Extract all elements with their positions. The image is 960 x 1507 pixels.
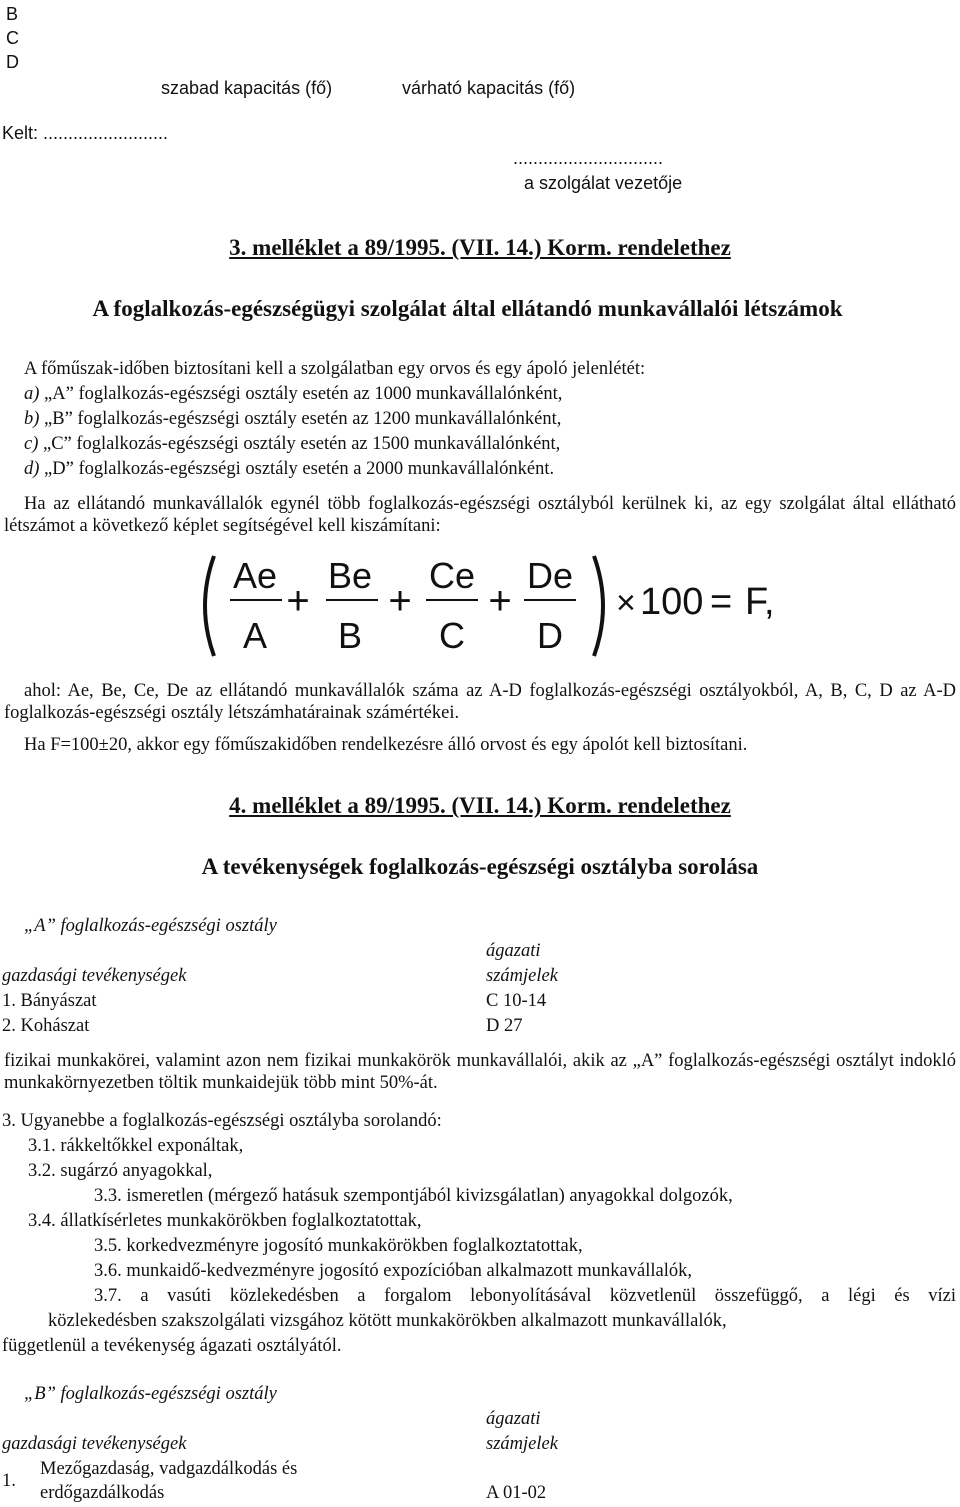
- numerator-be: Be: [327, 555, 373, 596]
- class-a-closing: függetlenül a tevékenység ágazati osztályától.: [2, 1336, 342, 1356]
- class-a-code-header-line2: számjelek: [486, 966, 558, 986]
- annex3-intro: A főműszak-időben biztosítani kell a szolgálatban egy orvos és egy ápoló jelenlétét:: [24, 359, 646, 379]
- class-b-row-activity-line2: erdőgazdálkodás: [40, 1483, 165, 1503]
- class-a-row-code: D 27: [486, 1016, 523, 1036]
- free-capacity-label: szabad kapacitás (fő): [161, 78, 333, 98]
- plus-3: +: [488, 579, 512, 623]
- header-letter-c: C: [6, 28, 19, 48]
- class-a-subitem-3-2: 3.2. sugárzó anyagokkal,: [28, 1161, 213, 1181]
- annex3-paragraph-formula-intro: Ha az ellátandó munkavállalók egynél több foglalkozás-egészségi osztályból kerülnek ki, az egy szolgálat által ellátható létszámot a következő képlet segítségével kell kiszámítani:: [4, 494, 956, 537]
- class-a-subitem-3-6: 3.6. munkaidő-kedvezményre jogosító expozícióban alkalmazott munkavállalók,: [94, 1261, 692, 1281]
- result-f: F,: [745, 581, 775, 623]
- plus-1: +: [286, 579, 310, 623]
- signoff-date: Kelt: .........................: [2, 123, 169, 143]
- class-a-row-activity: 2. Kohászat: [2, 1016, 90, 1036]
- annex3-paragraph-where: ahol: Ae, Be, Ce, De az ellátandó munkavállalók száma az A-D foglalkozás-egészségi osztályokból, A, B, C, D az A-D foglalkozás-egészségi osztály létszámhatárainak számértékei.: [4, 681, 956, 724]
- class-b-row-activity-line1: Mezőgazdaság, vadgazdálkodás és: [40, 1459, 298, 1479]
- plus-2: +: [388, 579, 412, 623]
- expected-capacity-label: várható kapacitás (fő): [402, 78, 576, 98]
- class-b-row-code: A 01-02: [486, 1483, 547, 1503]
- class-b-activity-header: gazdasági tevékenységek: [2, 1434, 187, 1454]
- class-b-code-header-line2: számjelek: [486, 1434, 558, 1454]
- header-letter-b: B: [6, 4, 19, 24]
- annex3-item-d: [24, 458, 554, 480]
- equals-sign: =: [710, 581, 733, 623]
- annex3-paragraph-condition: Ha F=100±20, akkor egy főműszakidőben rendelkezésre álló orvost és egy ápolót kell biztosítani.: [24, 735, 748, 755]
- class-a-subitem-3-7: 3.7. a vasúti közlekedésben a forgalom lebonyolításával közvetlenül összefüggő, a légi és vízi: [94, 1286, 956, 1306]
- class-a-subitem-3-5: 3.5. korkedvezményre jogosító munkakörökben foglalkoztatottak,: [94, 1236, 583, 1256]
- class-a-code-header-line1: ágazati: [486, 941, 541, 961]
- denominator-c: C: [439, 615, 465, 656]
- class-a-row-code: C 10-14: [486, 991, 547, 1011]
- item-label: d): [24, 459, 40, 479]
- left-paren: [205, 556, 214, 656]
- class-a-title: „A” foglalkozás-egészségi osztály: [24, 916, 277, 936]
- class-a-activity-header: gazdasági tevékenységek: [2, 966, 187, 986]
- class-a-subitem-3-7-cont: közlekedésben szakszolgálati vizsgához kötött munkakörökben alkalmazott munkavállalók,: [48, 1311, 727, 1331]
- right-paren: [594, 556, 603, 656]
- annex4-title: A tevékenységek foglalkozás-egészségi osztályba sorolása: [201, 854, 759, 879]
- class-a-subitem-3-3: 3.3. ismeretlen (mérgező hatásuk szempontjából kivizsgálatlan) anyagokkal dolgozók,: [94, 1186, 733, 1206]
- numerator-ae: Ae: [232, 555, 278, 596]
- capacity-formula: [200, 552, 800, 662]
- item-text: „C” foglalkozás-egészségi osztály esetén az 1500 munkavállalónként,: [43, 434, 561, 454]
- annex3-item-a: [24, 383, 562, 405]
- annex3-heading: 3. melléklet a 89/1995. (VII. 14.) Korm. rendelethez: [229, 235, 731, 260]
- class-a-point3: 3. Ugyanebbe a foglalkozás-egészségi osztályba sorolandó:: [2, 1111, 442, 1131]
- class-b-title: „B” foglalkozás-egészségi osztály: [24, 1384, 277, 1404]
- denominator-a: A: [242, 615, 268, 656]
- hundred: 100: [640, 581, 704, 623]
- annex3-item-c: [24, 433, 560, 455]
- denominator-d: D: [537, 615, 563, 656]
- item-label: b): [24, 409, 40, 429]
- item-text: „D” foglalkozás-egészségi osztály esetén a 2000 munkavállalónként.: [44, 459, 555, 479]
- class-a-paragraph: fizikai munkakörei, valamint azon nem fizikai munkakörök munkavállalói, akik az „A” foglalkozás-egészségi osztályt indokló munkakörnyezetben töltik munkaidejük több mint 50%-át.: [4, 1051, 956, 1094]
- item-label: a): [24, 384, 40, 404]
- item-text: „B” foglalkozás-egészségi osztály esetén az 1200 munkavállalónként,: [44, 409, 562, 429]
- item-label: c): [24, 434, 39, 454]
- annex3-title: A foglalkozás-egészségügyi szolgálat által ellátandó munkavállalói létszámok: [92, 296, 843, 321]
- signatory-role: a szolgálat vezetője: [524, 173, 683, 193]
- item-text: „A” foglalkozás-egészségi osztály esetén az 1000 munkavállalónként,: [44, 384, 563, 404]
- annex4-heading: 4. melléklet a 89/1995. (VII. 14.) Korm. rendelethez: [229, 793, 731, 818]
- signature-line: ..............................: [513, 148, 664, 168]
- header-letter-d: D: [6, 52, 19, 72]
- class-b-row-number: 1.: [2, 1471, 16, 1491]
- annex3-item-b: [24, 408, 561, 430]
- class-b-code-header-line1: ágazati: [486, 1409, 541, 1429]
- times-sign: ×: [616, 584, 636, 622]
- numerator-ce: Ce: [428, 555, 476, 596]
- numerator-de: De: [526, 555, 574, 596]
- class-a-subitem-3-4: 3.4. állatkísérletes munkakörökben foglalkoztatottak,: [28, 1211, 422, 1231]
- class-a-subitem-3-1: 3.1. rákkeltőkkel exponáltak,: [28, 1136, 244, 1156]
- class-a-row-activity: 1. Bányászat: [2, 991, 97, 1011]
- denominator-b: B: [337, 615, 363, 656]
